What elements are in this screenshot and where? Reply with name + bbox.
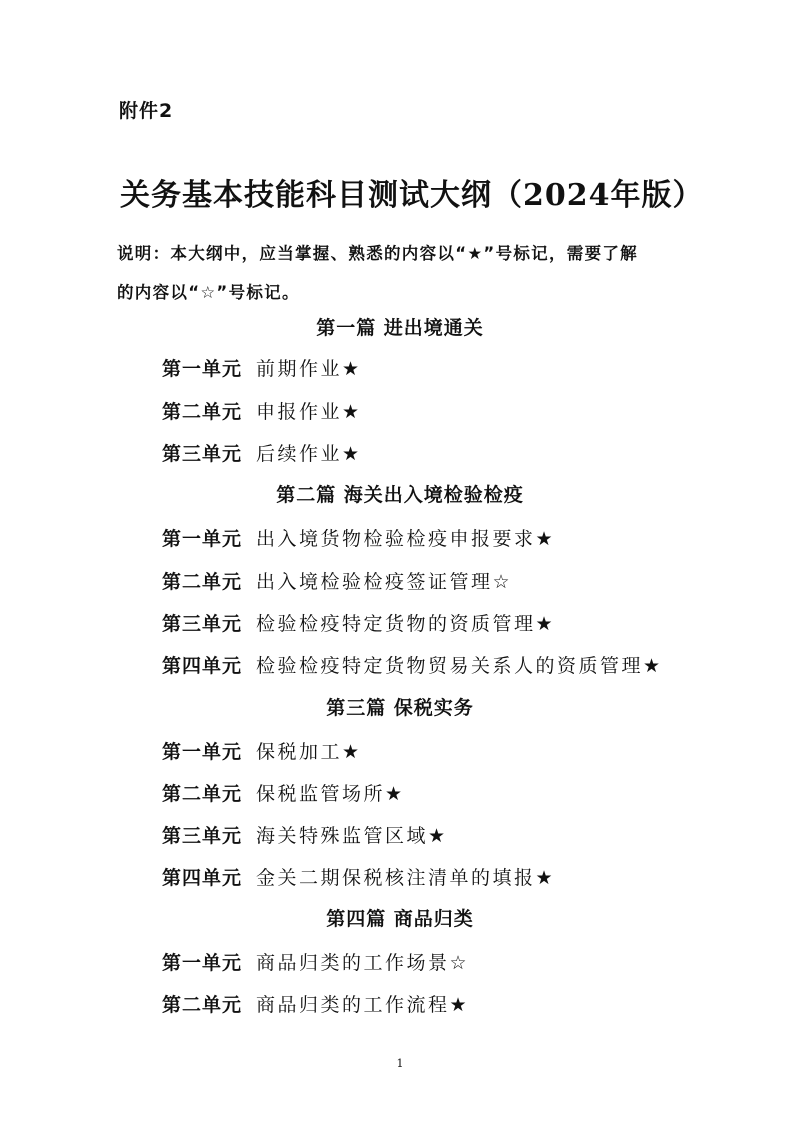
unit-label: 第三单元 bbox=[162, 825, 243, 847]
unit-row bbox=[162, 821, 448, 848]
unit-title: 前期作业★ bbox=[256, 358, 362, 380]
unit-title: 检验检疫特定货物的资质管理★ bbox=[256, 613, 556, 635]
part-heading: 第四篇 商品归类 bbox=[326, 908, 474, 930]
unit-row bbox=[162, 354, 362, 381]
document-title: 关务基本技能科目测试大纲（2024年版） bbox=[120, 178, 704, 213]
unit-row bbox=[162, 990, 469, 1017]
unit-label: 第四单元 bbox=[162, 867, 243, 889]
unit-label: 第一单元 bbox=[162, 741, 243, 763]
unit-label: 第三单元 bbox=[162, 443, 243, 465]
unit-title: 金关二期保税核注清单的填报★ bbox=[256, 867, 556, 889]
unit-row bbox=[162, 948, 469, 975]
unit-row bbox=[162, 609, 555, 636]
unit-row bbox=[162, 397, 362, 424]
explanation-note bbox=[117, 234, 697, 312]
note-line-2: 的内容以“☆”号标记。 bbox=[117, 283, 300, 302]
unit-label: 第三单元 bbox=[162, 613, 243, 635]
unit-title: 出入境检验检疫签证管理☆ bbox=[256, 571, 513, 593]
attachment-label: 附件2 bbox=[119, 100, 174, 122]
page-number: 1 bbox=[396, 1057, 404, 1070]
unit-row bbox=[162, 567, 512, 594]
unit-row bbox=[162, 863, 555, 890]
part-heading: 第一篇 进出境通关 bbox=[316, 317, 484, 339]
unit-title: 出入境货物检验检疫申报要求★ bbox=[256, 528, 556, 550]
part-heading: 第三篇 保税实务 bbox=[326, 697, 474, 719]
part-heading: 第二篇 海关出入境检验检疫 bbox=[276, 484, 524, 506]
unit-label: 第一单元 bbox=[162, 358, 243, 380]
unit-label: 第二单元 bbox=[162, 783, 243, 805]
unit-title: 商品归类的工作场景☆ bbox=[256, 952, 470, 974]
unit-row bbox=[162, 737, 362, 764]
unit-row bbox=[162, 439, 362, 466]
note-line-1: 说明：本大纲中，应当掌握、熟悉的内容以“★”号标记，需要了解 bbox=[117, 244, 638, 263]
unit-label: 第二单元 bbox=[162, 994, 243, 1016]
unit-title: 保税加工★ bbox=[256, 741, 362, 763]
unit-title: 商品归类的工作流程★ bbox=[256, 994, 470, 1016]
unit-label: 第四单元 bbox=[162, 655, 243, 677]
unit-label: 第一单元 bbox=[162, 528, 243, 550]
unit-title: 保税监管场所★ bbox=[256, 783, 405, 805]
unit-label: 第二单元 bbox=[162, 571, 243, 593]
unit-title: 检验检疫特定货物贸易关系人的资质管理★ bbox=[256, 655, 663, 677]
unit-title: 海关特殊监管区域★ bbox=[256, 825, 448, 847]
unit-title: 后续作业★ bbox=[256, 443, 362, 465]
unit-title: 申报作业★ bbox=[256, 401, 362, 423]
unit-row bbox=[162, 779, 405, 806]
unit-label: 第一单元 bbox=[162, 952, 243, 974]
unit-label: 第二单元 bbox=[162, 401, 243, 423]
unit-row bbox=[162, 651, 663, 678]
unit-row bbox=[162, 524, 555, 551]
